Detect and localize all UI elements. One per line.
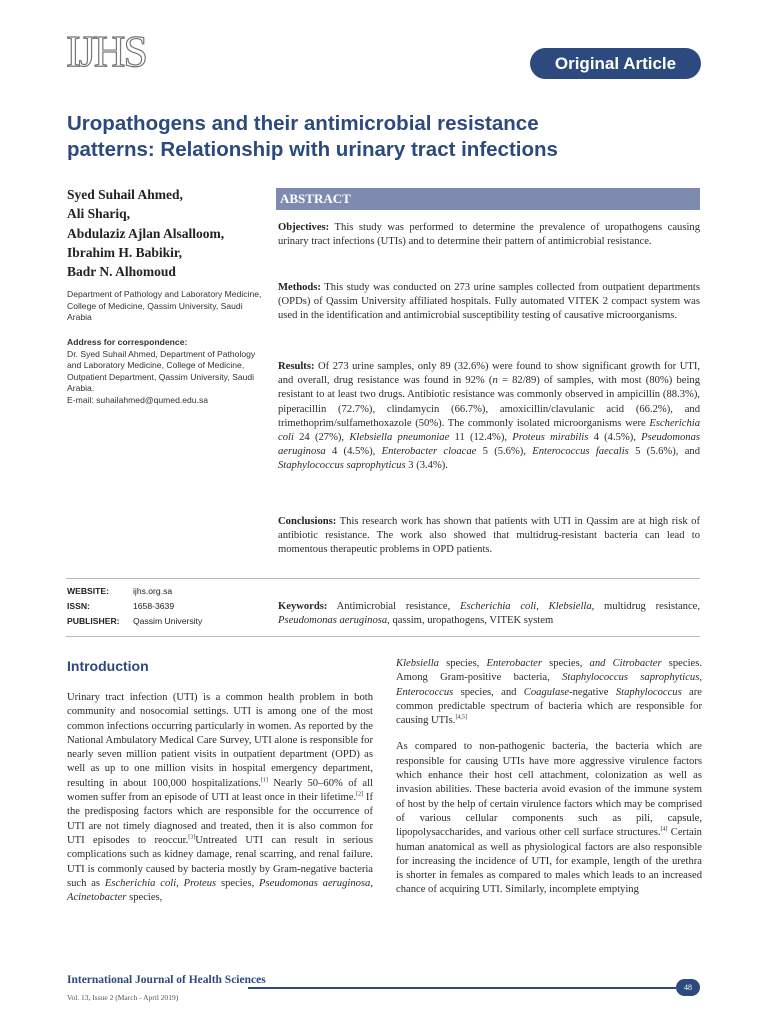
author: Syed Suhail Ahmed, <box>67 187 183 202</box>
results-text: Of 273 urine samples, only 89 (32.6%) were found to show significant growth for UTI, and overall, drug resistance was found in 92% (n = 82/89) of samples, with most (80%) being resistant to at least two drugs. Antibiotic resistance was commonly observed in ampicillin (88.3%), piperacillin (72.7%), clindamycin (66.7%), amoxicillin/clavulanic acid (66.2%), and trimethoprim/sulfamethoxazole (50%). The commonly isolated microorganisms were Escherichia coli 24 (27%), Klebsiella pneumoniae 11 (12.4%), Proteus mirabilis 4 (4.5%), Pseudomonas aeruginosa 4 (4.5%), Enterobacter cloacae 5 (5.6%), Enterococcus faecalis 5 (5.6%), and Staphylococcus saprophyticus 3 (3.4%). <box>278 361 701 472</box>
article-type-badge: Original Article <box>530 48 701 79</box>
title-line-2: patterns: Relationship with urinary tract infections <box>67 138 558 161</box>
methods-label: Methods: <box>278 282 321 293</box>
author: Ali Shariq, <box>67 206 131 222</box>
abstract-conclusions <box>278 515 700 558</box>
correspondence-heading: Address for correspondence: <box>67 337 188 347</box>
publication-info <box>67 584 277 629</box>
footer-rule <box>248 987 676 989</box>
info-value-publisher: Qassim University <box>133 616 203 626</box>
abstract-results <box>278 360 700 474</box>
page-number: 48 <box>676 979 700 996</box>
divider <box>66 578 700 579</box>
author-list <box>67 185 277 281</box>
footer-volume: Vol. 13, Issue 2 (March - April 2019) <box>67 993 179 1002</box>
article-title <box>67 111 687 163</box>
info-row-publisher <box>67 614 277 629</box>
author: Ibrahim H. Babikir, <box>67 244 183 260</box>
keywords-label: Keywords: <box>278 601 328 612</box>
footer-journal-name: International Journal of Health Sciences <box>67 974 266 986</box>
objectives-text: This study was performed to determine the prevalence of uropathogens causing urinary tract infections (UTIs) and to determine their pattern of antimicrobial resistance. <box>278 222 700 248</box>
journal-logo: IJHS <box>66 27 147 76</box>
keywords-text: Antimicrobial resistance, Escherichia coli, Klebsiella, multidrug resistance, Pseudomonas aeruginosa, qassim, uropathogens, VITEK system <box>278 601 701 627</box>
results-label: Results: <box>278 361 315 372</box>
body-column-right <box>396 657 702 910</box>
correspondence <box>67 337 267 406</box>
paragraph: Klebsiella species, Enterobacter species, and Citrobacter species. Among Gram-positive bacteria, Staphylococcus saprophyticus, Enterococcus species, and Coagulase-negative Staphylococcus are common predictable spectrum of bacteria which are responsible for causing UTIs.[4,5] <box>396 658 703 727</box>
abstract-methods <box>278 281 700 324</box>
conclusions-text: This research work has shown that patients with UTI in Qassim are at high risk of antibiotic resistance. The work also showed that multidrug-resistant bacteria can lead to momentous therapeutic problems in OPD patients. <box>278 516 700 556</box>
info-value-website[interactable]: ijhs.org.sa <box>133 586 173 596</box>
info-key: ISSN: <box>67 601 90 611</box>
keywords <box>278 600 700 628</box>
conclusions-label: Conclusions: <box>278 516 337 527</box>
objectives-label: Objectives: <box>278 222 330 233</box>
section-heading-introduction: Introduction <box>67 658 149 674</box>
title-line-1: Uropathogens and their antimicrobial resistance <box>67 112 539 135</box>
author: Abdulaziz Ajlan Alsalloom, <box>67 225 225 241</box>
body-column-left <box>67 691 373 917</box>
info-row-issn <box>67 599 277 614</box>
methods-text: This study was conducted on 273 urine samples collected from outpatient departments (OPDs) of Qassim University affiliated hospitals. Fully automated VITEK 2 compact system was used in the identification and antimicrobial susceptibility testing of causative microorganisms. <box>278 282 700 322</box>
author: Badr N. Alhomoud <box>67 264 176 280</box>
info-key: PUBLISHER: <box>67 616 120 626</box>
correspondence-email[interactable]: E-mail: suhailahmed@qumed.edu.sa <box>67 394 209 405</box>
affiliation: Department of Pathology and Laboratory Medicine, College of Medicine, Qassim University, Saudi Arabia <box>67 289 262 322</box>
paragraph: Urinary tract infection (UTI) is a common health problem in both community and nosocomial settings. UTI is among one of the most common infections occurring particularly in women. As reported by the National Ambulatory Medical Care Survey, UTI alone is responsible for nearly seven million patient visits in outpatient department (OPD) as well as up to one million visits in hospital emergency department, resulting in about 100,000 hospitalizations.[1] Nearly 50–60% of all women suffer from an episode of UTI at least once in their lifetime.[2] If the predisposing factors which are responsible for the occurrence of UTI are not timely diagnosed and treated, then it is also common for UTI episodes to reoccur.[3]Untreated UTI can result in serious complications such as kidney damage, renal scarring, and renal failure. UTI is commonly caused by bacteria mostly by Gram-negative bacteria such as Escherichia coli, Proteus species, Pseudomonas aeruginosa, Acinetobacter species, <box>67 692 374 904</box>
info-key: WEBSITE: <box>67 586 110 596</box>
correspondence-body: Dr. Syed Suhail Ahmed, Department of Pathology and Laboratory Medicine, College of Medicine, Outpatient Department, Qassim University, Saudi Arabia. <box>67 348 256 393</box>
paragraph: As compared to non-pathogenic bacteria, the bacteria which are responsible for causing UTIs have more aggressive virulence factors which enhance their host cell attachment, colonization as well as invasion abilities. These bacteria avoid evasion of the immune system of host by the help of certain virulence factors which may be comprised of various cellular components such as pili, capsule, lipopolysaccharides, and various other cell surface structures.[4] Certain human anatomical as well as physiological factors are also responsible for increasing the incidence of UTI, for example, length of the urethra is shorter in females as compared to males which leads to an increased chance of acquiring UTI. Similarly, incomplete emptying <box>396 741 702 896</box>
abstract-objectives <box>278 221 700 249</box>
divider <box>66 636 700 637</box>
info-value-issn: 1658-3639 <box>133 601 175 611</box>
info-row-website <box>67 584 277 599</box>
abstract-heading: ABSTRACT <box>276 188 700 210</box>
